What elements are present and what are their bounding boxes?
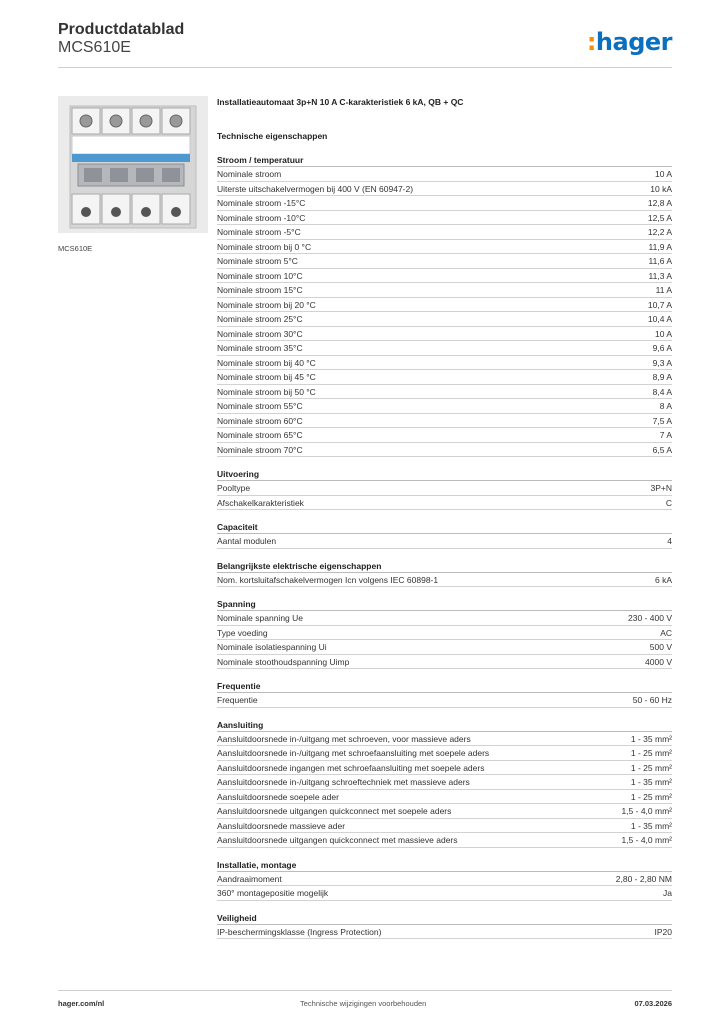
spec-label: Nominale stroom 30°C: [217, 328, 303, 339]
section-title: Belangrijkste elektrische eigenschappen: [217, 560, 672, 573]
spec-row: [217, 693, 672, 708]
spec-value: 1 - 25 mm²: [630, 762, 672, 773]
section-title: Spanning: [217, 598, 672, 611]
spec-row: [217, 428, 672, 443]
spec-value: 10 A: [654, 169, 672, 179]
spec-value: 1 - 25 mm²: [630, 748, 672, 758]
footer-divider: [58, 990, 672, 991]
spec-label: Aansluitdoorsnede soepele ader: [217, 791, 339, 802]
spec-value: 2,80 - 2,80 NM: [615, 873, 672, 884]
footer-disclaimer: Technische wijzigingen voorbehouden: [300, 999, 427, 1008]
spec-value: 1 - 35 mm²: [630, 777, 672, 787]
spec-row: [217, 775, 672, 790]
spec-row: [217, 312, 672, 327]
spec-value: 7,5 A: [652, 415, 672, 426]
spec-label: Aansluitdoorsnede in-/uitgang schroeftechniek met massieve aders: [217, 777, 470, 787]
spec-label: Aandraaimoment: [217, 873, 282, 884]
spec-value: 3P+N: [650, 483, 672, 493]
section-title: Veiligheid: [217, 912, 672, 925]
spec-label: Aansluitdoorsnede ingangen met schroefaansluiting met soepele aders: [217, 762, 485, 773]
spec-value: 11 A: [655, 285, 672, 295]
spec-value: C: [665, 497, 672, 508]
spec-row: [217, 626, 672, 641]
spec-row: [217, 399, 672, 414]
spec-label: Nominale stroom 5°C: [217, 256, 298, 266]
product-image: [58, 96, 208, 233]
spec-label: Nominale spanning Ue: [217, 613, 303, 623]
spec-row: [217, 534, 672, 549]
spec-label: Nominale stroom 35°C: [217, 343, 303, 353]
spec-value: 10 A: [654, 328, 672, 339]
section-title: Uitvoering: [217, 468, 672, 481]
hager-logo: :hager: [586, 28, 672, 56]
spec-row: [217, 886, 672, 901]
page-title: Productdatablad: [58, 21, 185, 38]
spec-value: Ja: [663, 888, 672, 898]
spec-row: [217, 481, 672, 496]
spec-section: [217, 859, 672, 901]
spec-value: 8 A: [659, 401, 672, 411]
spec-label: Nominale stroom: [217, 169, 282, 179]
spec-value: 6 kA: [654, 574, 672, 585]
spec-label: Aansluitdoorsnede uitgangen quickconnect met massieve aders: [217, 835, 458, 845]
spec-row: [217, 370, 672, 385]
spec-label: Nominale stroom bij 50 °C: [217, 386, 316, 397]
spec-row: [217, 819, 672, 834]
spec-row: [217, 443, 672, 458]
spec-row: [217, 833, 672, 848]
spec-section: [217, 560, 672, 588]
spec-label: Uiterste uitschakelvermogen bij 400 V (EN 60947-2): [217, 183, 414, 194]
section-title: Frequentie: [217, 680, 672, 693]
spec-value: 11,9 A: [648, 241, 672, 252]
spec-row: [217, 269, 672, 284]
spec-section: [217, 521, 672, 549]
spec-section: [217, 154, 672, 457]
spec-row: [217, 496, 672, 511]
spec-value: 10,7 A: [647, 299, 672, 310]
section-title: Stroom / temperatuur: [217, 154, 672, 167]
spec-label: Nominale stoothoudspanning Uimp: [217, 656, 350, 667]
spec-row: [217, 254, 672, 269]
spec-row: [217, 211, 672, 226]
spec-label: Nominale stroom -15°C: [217, 198, 306, 208]
spec-label: Nominale stroom 25°C: [217, 314, 303, 324]
spec-section: [217, 468, 672, 510]
spec-value: 1,5 - 4,0 mm²: [621, 806, 672, 816]
spec-section: [217, 719, 672, 848]
spec-row: [217, 385, 672, 400]
spec-row: [217, 167, 672, 182]
spec-value: AC: [660, 627, 672, 638]
spec-row: [217, 804, 672, 819]
spec-row: [217, 414, 672, 429]
spec-label: Nom. kortsluitafschakelvermogen Icn volgens IEC 60898-1: [217, 574, 439, 585]
spec-label: Type voeding: [217, 627, 268, 638]
spec-section: [217, 912, 672, 940]
product-description: Installatieautomaat 3p+N 10 A C-karakteristiek 6 kA, QB + QC: [217, 97, 464, 107]
spec-value: 1 - 25 mm²: [630, 791, 672, 802]
spec-value: 1 - 35 mm²: [630, 733, 672, 744]
section-title: Installatie, montage: [217, 859, 672, 872]
spec-label: Nominale stroom 10°C: [217, 270, 303, 281]
spec-section: [217, 680, 672, 708]
tech-properties-heading: Technische eigenschappen: [217, 131, 328, 141]
spec-value: 10,4 A: [647, 314, 672, 324]
header-divider: [58, 67, 672, 68]
spec-row: [217, 182, 672, 197]
spec-value: 500 V: [649, 642, 672, 652]
spec-label: 360° montagepositie mogelijk: [217, 888, 329, 898]
spec-label: Aansluitdoorsnede massieve ader: [217, 820, 346, 831]
spec-value: 1 - 35 mm²: [630, 820, 672, 831]
spec-value: 9,6 A: [652, 343, 672, 353]
spec-sections: [217, 154, 672, 939]
spec-label: Nominale stroom bij 20 °C: [217, 299, 316, 310]
spec-row: [217, 732, 672, 747]
spec-row: [217, 196, 672, 211]
image-caption: MCS610E: [58, 244, 93, 253]
spec-row: [217, 655, 672, 670]
product-code: MCS610E: [58, 39, 131, 56]
spec-row: [217, 283, 672, 298]
spec-row: [217, 240, 672, 255]
spec-row: [217, 761, 672, 776]
spec-label: Aansluitdoorsnede uitgangen quickconnect met soepele aders: [217, 806, 452, 816]
spec-row: [217, 746, 672, 761]
spec-label: Nominale stroom bij 45 °C: [217, 372, 316, 382]
spec-value: 8,9 A: [652, 372, 672, 382]
spec-label: Nominale stroom 65°C: [217, 430, 303, 440]
section-title: Capaciteit: [217, 521, 672, 534]
spec-value: 11,6 A: [648, 256, 672, 266]
spec-section: [217, 598, 672, 669]
spec-label: Nominale stroom bij 40 °C: [217, 357, 316, 368]
section-title: Aansluiting: [217, 719, 672, 732]
spec-value: 230 - 400 V: [628, 613, 672, 623]
spec-label: Nominale stroom 70°C: [217, 444, 303, 455]
spec-label: IP-beschermingsklasse (Ingress Protection): [217, 926, 382, 937]
spec-row: [217, 790, 672, 805]
spec-value: 12,2 A: [647, 227, 672, 237]
spec-value: 8,4 A: [652, 386, 672, 397]
spec-value: 9,3 A: [652, 357, 672, 368]
spec-row: [217, 611, 672, 626]
spec-value: 12,5 A: [647, 212, 672, 223]
spec-value: IP20: [654, 926, 672, 937]
spec-label: Nominale stroom 55°C: [217, 401, 303, 411]
spec-value: 6,5 A: [652, 444, 672, 455]
spec-label: Nominale stroom 15°C: [217, 285, 303, 295]
spec-row: [217, 872, 672, 887]
spec-label: Nominale stroom 60°C: [217, 415, 303, 426]
spec-label: Aantal modulen: [217, 536, 277, 546]
spec-row: [217, 327, 672, 342]
spec-value: 11,3 A: [648, 270, 672, 281]
spec-value: 12,8 A: [647, 198, 672, 208]
footer-date: 07.03.2026: [634, 999, 672, 1008]
spec-label: Aansluitdoorsnede in-/uitgang met schroefaansluiting met soepele aders: [217, 748, 490, 758]
spec-value: 50 - 60 Hz: [632, 695, 672, 705]
spec-row: [217, 356, 672, 371]
spec-label: Nominale stroom bij 0 °C: [217, 241, 312, 252]
spec-row: [217, 341, 672, 356]
footer-website: hager.com/nl: [58, 999, 105, 1008]
spec-value: 1,5 - 4,0 mm²: [621, 835, 672, 845]
spec-label: Aansluitdoorsnede in-/uitgang met schroeven, voor massieve aders: [217, 733, 471, 744]
spec-row: [217, 640, 672, 655]
spec-content: [217, 96, 672, 950]
spec-row: [217, 298, 672, 313]
spec-value: 4000 V: [645, 656, 672, 667]
spec-label: Afschakelkarakteristiek: [217, 497, 304, 508]
spec-label: Nominale isolatiespanning Ui: [217, 642, 327, 652]
spec-label: Nominale stroom -10°C: [217, 212, 306, 223]
spec-label: Pooltype: [217, 483, 251, 493]
spec-value: 7 A: [659, 430, 672, 440]
spec-label: Frequentie: [217, 695, 258, 705]
spec-row: [217, 573, 672, 588]
spec-row: [217, 225, 672, 240]
spec-value: 4: [667, 536, 672, 546]
spec-label: Nominale stroom -5°C: [217, 227, 301, 237]
spec-value: 10 kA: [650, 183, 672, 194]
spec-row: [217, 925, 672, 940]
